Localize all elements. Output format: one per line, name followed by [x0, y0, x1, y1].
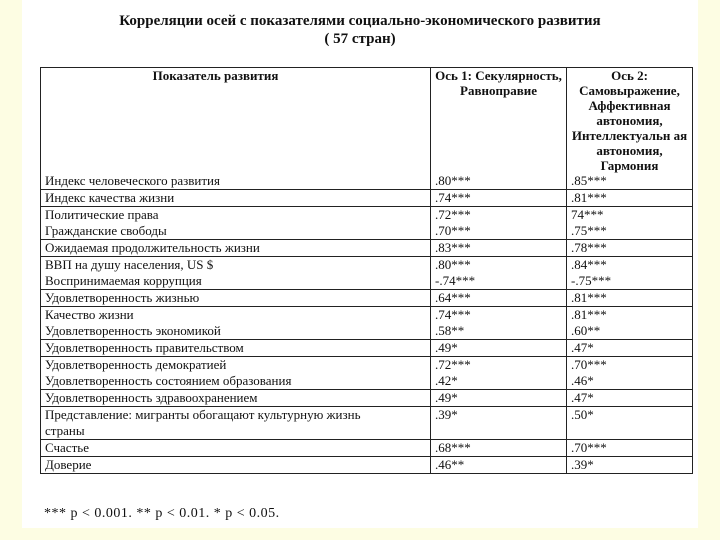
indicator-label: Удовлетворенность жизнью — [45, 290, 200, 305]
slide-title — [22, 12, 698, 48]
correlation-value: .58** — [435, 323, 465, 338]
table-row — [41, 207, 693, 240]
table-row — [41, 457, 693, 474]
correlation-value: .60** — [571, 323, 601, 338]
table-row — [41, 190, 693, 207]
table-row — [41, 257, 693, 290]
axis-1-cell — [431, 357, 567, 390]
axis-1-cell — [431, 207, 567, 240]
indicator-label: Качество жизни — [45, 307, 134, 322]
header-axis-1 — [431, 68, 567, 190]
table-row — [41, 407, 693, 440]
axis-2-cell — [567, 357, 693, 390]
correlation-value — [571, 423, 688, 439]
first-row-axis-1: .80*** — [435, 173, 471, 188]
indicator-cell — [41, 440, 431, 457]
indicator-cell — [41, 457, 431, 474]
axis-2-cell — [567, 240, 693, 257]
header-axis-2-line: Гармония — [600, 158, 659, 173]
header-axis-1-line: Равноправие — [460, 83, 537, 98]
axis-1-cell — [431, 457, 567, 474]
correlation-table — [40, 67, 693, 474]
indicator-cell — [41, 390, 431, 407]
correlation-value: .81*** — [571, 307, 607, 322]
axis-1-cell — [431, 307, 567, 340]
correlation-value: .42* — [435, 373, 458, 388]
header-indicator-cell — [41, 68, 431, 190]
indicator-label: Удовлетворенность здравоохранением — [45, 390, 258, 405]
correlation-value: .39* — [571, 457, 594, 472]
table-row — [41, 357, 693, 390]
table-row — [41, 390, 693, 407]
correlation-value: .78*** — [571, 240, 607, 255]
header-axis-2 — [567, 68, 693, 190]
axis-2-cell — [567, 440, 693, 457]
correlation-value: -.75*** — [571, 273, 612, 288]
axis-2-cell — [567, 290, 693, 307]
correlation-value: -.74*** — [435, 273, 476, 288]
header-axis-2-line: Самовыражение, — [579, 83, 680, 98]
table-row — [41, 340, 693, 357]
header-axis-2-line: Интеллектуальн — [571, 128, 671, 143]
indicator-cell — [41, 307, 431, 340]
indicator-label: Ожидаемая продолжительность жизни — [45, 240, 260, 255]
correlation-value: .80*** — [435, 257, 471, 272]
indicator-label: Доверие — [45, 457, 92, 472]
correlation-value: .84*** — [571, 257, 607, 272]
axis-2-cell — [567, 340, 693, 357]
axis-2-cell — [567, 257, 693, 290]
correlation-value: .64*** — [435, 290, 471, 305]
table-row — [41, 440, 693, 457]
axis-1-cell — [431, 390, 567, 407]
indicator-label: ВВП на душу населения, US $ — [45, 257, 214, 272]
header-axis-2-line: автономия, — [596, 113, 663, 128]
indicator-label: Удовлетворенность демократией — [45, 357, 227, 372]
header-axis-1-line: Секулярность, — [475, 68, 562, 83]
title-line-1: Корреляции осей с показателями социально-экономического развития — [119, 13, 601, 29]
correlation-value: .49* — [435, 340, 458, 355]
correlation-value: 74*** — [571, 207, 604, 222]
title-line-2: ( 57 стран) — [324, 31, 396, 47]
correlation-value: .70*** — [571, 440, 607, 455]
table-row — [41, 240, 693, 257]
correlation-value: .83*** — [435, 240, 471, 255]
indicator-cell — [41, 207, 431, 240]
axis-2-cell — [567, 207, 693, 240]
axis-2-cell — [567, 190, 693, 207]
axis-1-cell — [431, 407, 567, 440]
correlation-value: .47* — [571, 390, 594, 405]
indicator-cell — [41, 357, 431, 390]
header-indicator: Показатель развития — [152, 68, 279, 83]
first-row-axis-2: .85*** — [571, 173, 607, 188]
indicator-label: Удовлетворенность экономикой — [45, 323, 221, 338]
indicator-cell — [41, 190, 431, 207]
indicator-label: Представление: мигранты обогащают культурную жизнь — [45, 407, 361, 422]
header-axis-2-line: Ось 2: — [611, 68, 648, 83]
indicator-label: Счастье — [45, 440, 89, 455]
table-row — [41, 290, 693, 307]
axis-1-cell — [431, 190, 567, 207]
axis-1-cell — [431, 290, 567, 307]
correlation-value: .72*** — [435, 207, 471, 222]
indicator-cell — [41, 407, 431, 440]
axis-1-cell — [431, 340, 567, 357]
correlation-value: .74*** — [435, 190, 471, 205]
correlation-value: .74*** — [435, 307, 471, 322]
correlation-value: .72*** — [435, 357, 471, 372]
header-axis-1-line: Ось 1: — [435, 68, 472, 83]
indicator-cell — [41, 290, 431, 307]
correlation-value — [435, 423, 562, 439]
correlation-value: .39* — [435, 407, 458, 422]
indicator-label: Воспринимаемая коррупция — [45, 273, 202, 288]
correlation-value: .47* — [571, 340, 594, 355]
indicator-cell — [41, 240, 431, 257]
correlation-value: .46** — [435, 457, 465, 472]
axis-2-cell — [567, 457, 693, 474]
correlation-value: .49* — [435, 390, 458, 405]
table-row — [41, 307, 693, 340]
axis-2-cell — [567, 390, 693, 407]
indicator-cell — [41, 340, 431, 357]
indicator-label: Политические права — [45, 207, 159, 222]
indicator-label: Индекс качества жизни — [45, 190, 175, 205]
correlation-value: .81*** — [571, 290, 607, 305]
header-axis-2-line: ая автономия, — [596, 128, 688, 158]
correlation-value: .46* — [571, 373, 594, 388]
correlation-value: .70*** — [435, 223, 471, 238]
indicator-cell — [41, 257, 431, 290]
correlation-value: .70*** — [571, 357, 607, 372]
correlation-value: .68*** — [435, 440, 471, 455]
correlation-value: .50* — [571, 407, 594, 422]
correlation-value: .75*** — [571, 223, 607, 238]
axis-1-cell — [431, 440, 567, 457]
table-header-row — [41, 68, 693, 190]
indicator-label: Удовлетворенность состоянием образования — [45, 373, 292, 388]
first-row-indicator: Индекс человеческого развития — [45, 173, 220, 188]
axis-2-cell — [567, 307, 693, 340]
indicator-label: Гражданские свободы — [45, 223, 167, 238]
axis-1-cell — [431, 257, 567, 290]
correlation-value: .81*** — [571, 190, 607, 205]
axis-2-cell — [567, 407, 693, 440]
indicator-label: Удовлетворенность правительством — [45, 340, 244, 355]
significance-footnote: *** p < 0.001. ** p < 0.01. * p < 0.05. — [44, 506, 280, 521]
header-axis-2-line: Аффективная — [588, 98, 671, 113]
indicator-label: страны — [45, 423, 85, 438]
axis-1-cell — [431, 240, 567, 257]
